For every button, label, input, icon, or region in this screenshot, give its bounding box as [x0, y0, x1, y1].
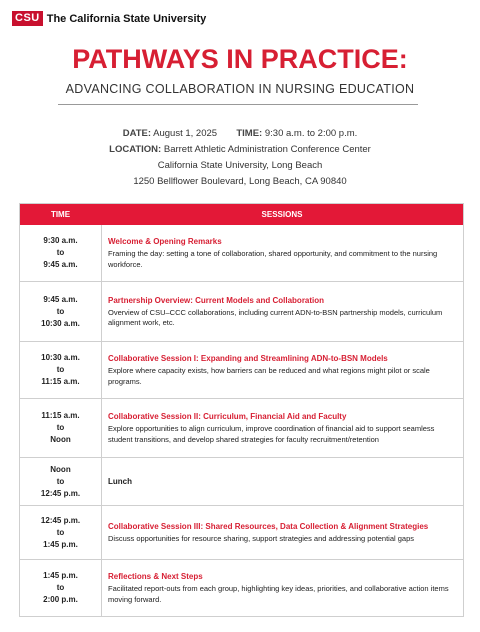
row-session [102, 282, 463, 341]
row-time [20, 506, 102, 559]
time-end: 10:30 a.m. [41, 318, 80, 328]
time-end: 11:15 a.m. [41, 377, 80, 386]
table-row [20, 559, 463, 616]
time-to: to [56, 365, 65, 374]
row-time [20, 560, 102, 616]
row-time [20, 342, 102, 398]
time-end: 9:45 a.m. [43, 260, 78, 269]
time-value: 9:30 a.m. to 2:00 p.m. [264, 128, 358, 139]
page-title: PATHWAYS IN PRACTICE: [72, 44, 408, 74]
row-time [20, 282, 102, 341]
session-title: Welcome & Opening Remarks [108, 237, 222, 246]
location-label: LOCATION: [109, 144, 162, 155]
table-header [20, 204, 463, 225]
date-time-line [0, 126, 480, 142]
header-time: TIME [50, 210, 71, 219]
date-label: DATE: [122, 128, 152, 139]
time-to: to [56, 248, 65, 257]
session-title: Partnership Overview: Current Models and Collaboration [108, 295, 325, 305]
session-description: Explore opportunities to align curriculum, improve coordination of financial aid to support seamless student transitions, and develop shared strategies for faculty recruitment/retention [108, 424, 435, 444]
time-to: to [56, 527, 65, 537]
table-row [20, 281, 463, 341]
time-start: 10:30 a.m. [41, 353, 80, 362]
time-to: to [56, 476, 65, 486]
time-end: 12:45 p.m. [40, 488, 81, 498]
time-start: 11:15 a.m. [41, 411, 80, 420]
location-campus: California State University, Long Beach [157, 160, 323, 171]
time-start: 12:45 p.m. [40, 515, 81, 525]
page-subtitle: ADVANCING COLLABORATION IN NURSING EDUCATION [65, 82, 415, 96]
session-title: Collaborative Session III: Shared Resources, Data Collection & Alignment Strategies [108, 521, 429, 531]
time-end: 2:00 p.m. [43, 595, 78, 604]
date-value: August 1, 2025 [153, 128, 218, 139]
location-venue: Barrett Athletic Administration Conference Center [163, 144, 371, 155]
row-time [20, 225, 102, 281]
table-row [20, 505, 463, 559]
location-line [0, 142, 480, 158]
session-title: Collaborative Session I: Expanding and Streamlining ADN-to-BSN Models [108, 354, 388, 363]
table-row [20, 398, 463, 457]
time-start: 9:45 a.m. [43, 294, 78, 304]
row-time [20, 458, 102, 505]
time-end: 1:45 p.m. [43, 539, 78, 549]
csu-logo: CSU [12, 11, 43, 26]
time-start: 9:30 a.m. [43, 236, 78, 245]
time-end: Noon [50, 435, 71, 444]
table-row [20, 457, 463, 505]
time-start: 1:45 p.m. [43, 571, 78, 580]
time-label: TIME: [236, 128, 263, 139]
session-title: Reflections & Next Steps [108, 572, 203, 581]
session-description: Discuss opportunities for resource sharing, support strategies and addressing potential gaps [108, 533, 415, 543]
row-time [20, 399, 102, 457]
header-sessions: SESSIONS [261, 210, 303, 219]
session-description: Overview of CSU–CCC collaborations, including current ADN-to-BSN partnership models, curriculum alignment work, etc. [108, 307, 443, 327]
brand-name: The California State University [46, 12, 207, 25]
session-description: Facilitated report-outs from each group, highlighting key ideas, priorities, and collaborative action items moving forward. [108, 584, 449, 604]
row-session [102, 506, 463, 559]
table-row [20, 341, 463, 398]
row-session [102, 399, 463, 457]
row-session [102, 458, 463, 505]
row-session [102, 225, 463, 281]
session-description: Explore where capacity exists, how barriers can be reduced and what regions might pilot or scale programs. [108, 366, 430, 386]
row-session [102, 342, 463, 398]
location-address: 1250 Bellflower Boulevard, Long Beach, CA 90840 [133, 176, 347, 187]
time-to: to [56, 306, 65, 316]
event-info [0, 126, 480, 190]
time-start: Noon [50, 464, 71, 474]
agenda-table [19, 203, 464, 617]
brand-header [12, 11, 206, 26]
session-title: Collaborative Session II: Curriculum, Financial Aid and Faculty [108, 412, 347, 421]
divider [58, 104, 418, 105]
time-to: to [56, 423, 65, 432]
session-description: Framing the day: setting a tone of collaboration, shared opportunity, and commitment to the nursing workforce. [108, 249, 438, 269]
time-to: to [56, 583, 65, 592]
session-title: Lunch [108, 477, 132, 486]
table-row [20, 225, 463, 281]
row-session [102, 560, 463, 616]
